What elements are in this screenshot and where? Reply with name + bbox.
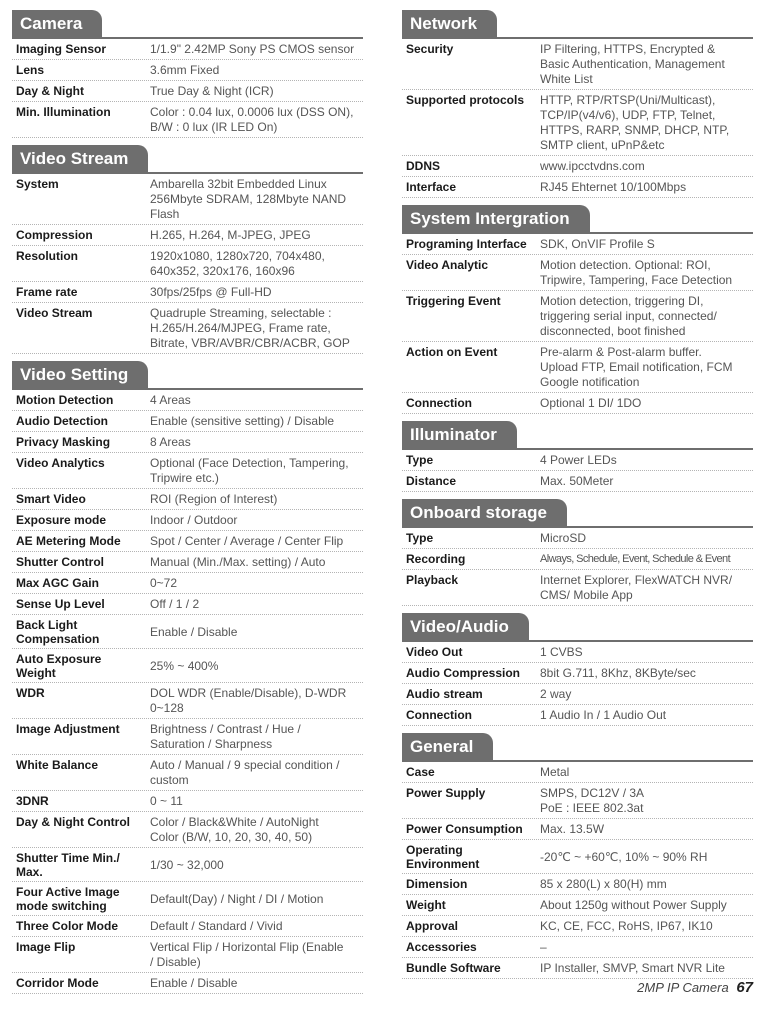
spec-value: Max. 13.5W — [540, 822, 605, 836]
section-system-intergration — [402, 205, 753, 414]
section-header — [402, 421, 753, 450]
spec-value: – — [540, 940, 547, 954]
page-number: 67 — [736, 979, 753, 996]
spec-row — [402, 291, 753, 342]
spec-label: Action on Event — [406, 345, 498, 359]
spec-row — [12, 882, 363, 916]
spec-row — [12, 411, 363, 432]
spec-value: Ambarella 32bit Embedded Linux 256Mbyte SDRAM, 128Mbyte NAND Flash — [150, 177, 347, 221]
section-header — [12, 10, 363, 39]
section-video-stream — [12, 145, 363, 354]
section-header — [12, 361, 363, 390]
spec-value: Motion detection, triggering DI, triggering serial input, connected/ disconnected, boot finished — [540, 294, 717, 338]
spec-label: Motion Detection — [16, 393, 114, 407]
section-title: System Intergration — [402, 205, 590, 232]
spec-label: Image Adjustment — [16, 722, 120, 736]
spec-label: Power Supply — [406, 786, 486, 800]
spec-value: Enable (sensitive setting) / Disable — [150, 414, 335, 428]
spec-row — [402, 819, 753, 840]
spec-label: Audio Detection — [16, 414, 108, 428]
spec-row — [12, 812, 363, 848]
spec-value: 0 ~ 11 — [150, 794, 183, 808]
spec-label: Exposure mode — [16, 513, 107, 527]
spec-row — [12, 81, 363, 102]
spec-label: Auto Exposure Weight — [16, 652, 102, 680]
spec-row — [12, 683, 363, 719]
spec-row — [402, 705, 753, 726]
spec-value: 8bit G.711, 8Khz, 8KByte/sec — [540, 666, 696, 680]
spec-value: Optional (Face Detection, Tampering, Tripwire etc.) — [150, 456, 349, 485]
spec-row — [402, 39, 753, 90]
spec-value: 30fps/25fps @ Full-HD — [150, 285, 272, 299]
spec-label: Security — [406, 42, 454, 56]
spec-row — [12, 282, 363, 303]
section-title: General — [402, 733, 493, 760]
spec-value: 1/1.9" 2.42MP Sony PS CMOS sensor — [150, 42, 355, 56]
spec-row — [12, 102, 363, 138]
spec-row — [12, 916, 363, 937]
spec-row — [402, 663, 753, 684]
spec-row — [402, 156, 753, 177]
section-header — [402, 613, 753, 642]
section-camera — [12, 10, 363, 138]
spec-value: 1920x1080, 1280x720, 704x480, 640x352, 320x176, 160x96 — [150, 249, 325, 278]
spec-value: Default(Day) / Night / DI / Motion — [150, 891, 324, 906]
spec-label: WDR — [16, 686, 45, 700]
spec-row — [402, 342, 753, 393]
spec-row — [12, 615, 363, 649]
spec-row — [402, 642, 753, 663]
spec-label: Shutter Time Min./ Max. — [16, 851, 120, 879]
spec-value: 0~72 — [150, 576, 178, 590]
section-onboard-storage — [402, 499, 753, 606]
spec-value: 1 Audio In / 1 Audio Out — [540, 708, 667, 722]
spec-value: Quadruple Streaming, selectable : H.265/H.264/MJPEG, Frame rate, Bitrate, VBR/AVBR/CBR/ACBR, GOP — [150, 306, 350, 350]
spec-row — [12, 791, 363, 812]
spec-row — [402, 958, 753, 979]
spec-row — [402, 840, 753, 874]
spec-label: Recording — [406, 552, 466, 566]
spec-value: 85 x 280(L) x 80(H) mm — [540, 877, 667, 891]
spec-value: 2 way — [540, 687, 572, 701]
section-title: Video/Audio — [402, 613, 529, 640]
spec-row — [12, 489, 363, 510]
spec-label: Operating Environment — [406, 843, 480, 871]
spec-value: H.265, H.264, M-JPEG, JPEG — [150, 228, 311, 242]
spec-value: Default / Standard / Vivid — [150, 919, 283, 933]
spec-label: Back Light Compensation — [16, 618, 100, 646]
spec-label: Compression — [16, 228, 93, 242]
section-header — [402, 499, 753, 528]
spec-row — [402, 895, 753, 916]
section-video-setting — [12, 361, 363, 994]
spec-row — [12, 531, 363, 552]
section-illuminator — [402, 421, 753, 492]
spec-label: 3DNR — [16, 794, 49, 808]
spec-label: Case — [406, 765, 435, 779]
section-header — [402, 205, 753, 234]
spec-value: Motion detection. Optional: ROI, Tripwire, Tampering, Face Detection — [540, 258, 733, 287]
spec-row — [12, 453, 363, 489]
spec-label: Dimension — [406, 877, 468, 891]
right-column — [402, 10, 753, 986]
spec-value: SMPS, DC12V / 3A PoE : IEEE 802.3at — [540, 786, 645, 815]
spec-row — [12, 432, 363, 453]
spec-value: Manual (Min./Max. setting) / Auto — [150, 555, 326, 569]
spec-label: Connection — [406, 708, 472, 722]
spec-label: Audio stream — [406, 687, 483, 701]
spec-value: RJ45 Ehternet 10/100Mbps — [540, 180, 687, 194]
spec-label: Smart Video — [16, 492, 86, 506]
spec-row — [402, 762, 753, 783]
spec-label: Distance — [406, 474, 457, 488]
spec-value: Color : 0.04 lux, 0.0006 lux (DSS ON), B/W : 0 lux (IR LED On) — [150, 105, 354, 134]
section-header — [402, 10, 753, 39]
spec-label: Resolution — [16, 249, 78, 263]
section-network — [402, 10, 753, 198]
section-title: Onboard storage — [402, 499, 567, 526]
spec-value: Off / 1 / 2 — [150, 597, 200, 611]
spec-value: Auto / Manual / 9 special condition / custom — [150, 758, 340, 787]
spec-value: -20℃ ~ +60℃, 10% ~ 90% RH — [540, 849, 708, 864]
left-column — [12, 10, 363, 1001]
spec-label: Imaging Sensor — [16, 42, 107, 56]
spec-label: Three Color Mode — [16, 919, 119, 933]
spec-row — [12, 225, 363, 246]
spec-value: Pre-alarm & Post-alarm buffer. Upload FTP, Email notification, FCM Google notification — [540, 345, 733, 389]
spec-row — [402, 549, 753, 570]
spec-value: HTTP, RTP/RTSP(Uni/Multicast), TCP/IP(v4/v6), UDP, FTP, Telnet, HTTPS, RARP, SNMP, DHCP, NTP, SMTP client, uPnP&etc — [540, 93, 730, 152]
section-title: Illuminator — [402, 421, 517, 448]
spec-value: 8 Areas — [150, 435, 191, 449]
spec-value: MicroSD — [540, 531, 587, 545]
spec-row — [12, 60, 363, 81]
section-title: Network — [402, 10, 497, 37]
section-title: Camera — [12, 10, 102, 37]
spec-value: Brightness / Contrast / Hue / Saturation / Sharpness — [150, 722, 301, 751]
spec-label: Type — [406, 453, 434, 467]
spec-value: Spot / Center / Average / Center Flip — [150, 534, 344, 548]
spec-value: About 1250g without Power Supply — [540, 898, 727, 912]
spec-label: Four Active Image mode switching — [16, 885, 120, 913]
spec-value: IP Installer, SMVP, Smart NVR Lite — [540, 961, 725, 975]
spec-value: 1/30 ~ 32,000 — [150, 857, 224, 872]
spec-row — [402, 393, 753, 414]
spec-row — [402, 234, 753, 255]
spec-row — [402, 90, 753, 156]
spec-value: Indoor / Outdoor — [150, 513, 238, 527]
section-header — [402, 733, 753, 762]
spec-row — [12, 552, 363, 573]
spec-label: Weight — [406, 898, 446, 912]
spec-label: Accessories — [406, 940, 477, 954]
spec-label: Day & Night Control — [16, 815, 130, 829]
section-general — [402, 733, 753, 979]
spec-row — [402, 528, 753, 549]
spec-label: AE Metering Mode — [16, 534, 121, 548]
spec-value: ROI (Region of Interest) — [150, 492, 278, 506]
spec-row — [402, 916, 753, 937]
spec-value: Vertical Flip / Horizontal Flip (Enable / Disable) — [150, 940, 344, 969]
spec-label: Playback — [406, 573, 459, 587]
spec-value: DOL WDR (Enable/Disable), D-WDR 0~128 — [150, 686, 347, 715]
spec-value: IP Filtering, HTTPS, Encrypted & Basic Authentication, Management White List — [540, 42, 725, 86]
spec-row — [12, 174, 363, 225]
spec-label: Video Out — [406, 645, 463, 659]
spec-row — [402, 783, 753, 819]
spec-row — [12, 937, 363, 973]
page-footer — [637, 979, 753, 996]
spec-value: Enable / Disable — [150, 976, 238, 990]
spec-label: Frame rate — [16, 285, 78, 299]
spec-label: Type — [406, 531, 434, 545]
spec-label: Video Analytics — [16, 456, 105, 470]
spec-value: 3.6mm Fixed — [150, 63, 220, 77]
spec-label: Approval — [406, 919, 459, 933]
spec-row — [12, 755, 363, 791]
spec-row — [402, 450, 753, 471]
spec-label: Supported protocols — [406, 93, 524, 107]
spec-row — [402, 255, 753, 291]
spec-label: Audio Compression — [406, 666, 521, 680]
spec-value: 4 Power LEDs — [540, 453, 617, 467]
spec-row — [402, 471, 753, 492]
spec-label: White Balance — [16, 758, 99, 772]
spec-label: Privacy Masking — [16, 435, 111, 449]
spec-label: Bundle Software — [406, 961, 501, 975]
spec-row — [12, 39, 363, 60]
spec-row — [12, 973, 363, 994]
spec-value: True Day & Night (ICR) — [150, 84, 274, 98]
spec-label: Power Consumption — [406, 822, 523, 836]
spec-label: Triggering Event — [406, 294, 501, 308]
spec-label: Sense Up Level — [16, 597, 105, 611]
spec-value: Always, Schedule, Event, Schedule & Event — [540, 553, 731, 565]
section-title: Video Setting — [12, 361, 148, 388]
spec-value: 4 Areas — [150, 393, 191, 407]
spec-label: Lens — [16, 63, 45, 77]
spec-value: 25% ~ 400% — [150, 658, 219, 673]
spec-value: Optional 1 DI/ 1DO — [540, 396, 642, 410]
spec-label: DDNS — [406, 159, 441, 173]
section-title: Video Stream — [12, 145, 148, 172]
spec-value: Color / Black&White / AutoNight Color (B/W, 10, 20, 30, 40, 50) — [150, 815, 319, 844]
spec-value: SDK, OnVIF Profile S — [540, 237, 655, 251]
spec-value: KC, CE, FCC, RoHS, IP67, IK10 — [540, 919, 713, 933]
section-header — [12, 145, 363, 174]
spec-label: Image Flip — [16, 940, 76, 954]
spec-value: www.ipcctvdns.com — [540, 159, 645, 173]
spec-label: Min. Illumination — [16, 105, 111, 119]
spec-row — [12, 573, 363, 594]
footer-product: 2MP IP Camera — [637, 980, 729, 995]
spec-row — [12, 510, 363, 531]
spec-row — [402, 684, 753, 705]
spec-value: Metal — [540, 765, 570, 779]
spec-row — [402, 570, 753, 606]
spec-label: Connection — [406, 396, 472, 410]
spec-row — [402, 177, 753, 198]
spec-row — [12, 649, 363, 683]
spec-label: System — [16, 177, 59, 191]
spec-value: 1 CVBS — [540, 645, 583, 659]
spec-label: Interface — [406, 180, 457, 194]
spec-label: Shutter Control — [16, 555, 104, 569]
spec-label: Max AGC Gain — [16, 576, 99, 590]
spec-value: Enable / Disable — [150, 624, 238, 639]
spec-row — [12, 594, 363, 615]
spec-row — [402, 937, 753, 958]
spec-row — [402, 874, 753, 895]
spec-row — [12, 719, 363, 755]
spec-value: Max. 50Meter — [540, 474, 614, 488]
spec-label: Day & Night — [16, 84, 85, 98]
spec-row — [12, 303, 363, 354]
spec-label: Video Analytic — [406, 258, 489, 272]
spec-row — [12, 848, 363, 882]
spec-label: Programing Interface — [406, 237, 527, 251]
section-video-audio — [402, 613, 753, 726]
spec-label: Corridor Mode — [16, 976, 99, 990]
spec-row — [12, 390, 363, 411]
spec-value: Internet Explorer, FlexWATCH NVR/ CMS/ Mobile App — [540, 573, 733, 602]
spec-label: Video Stream — [16, 306, 93, 320]
spec-row — [12, 246, 363, 282]
